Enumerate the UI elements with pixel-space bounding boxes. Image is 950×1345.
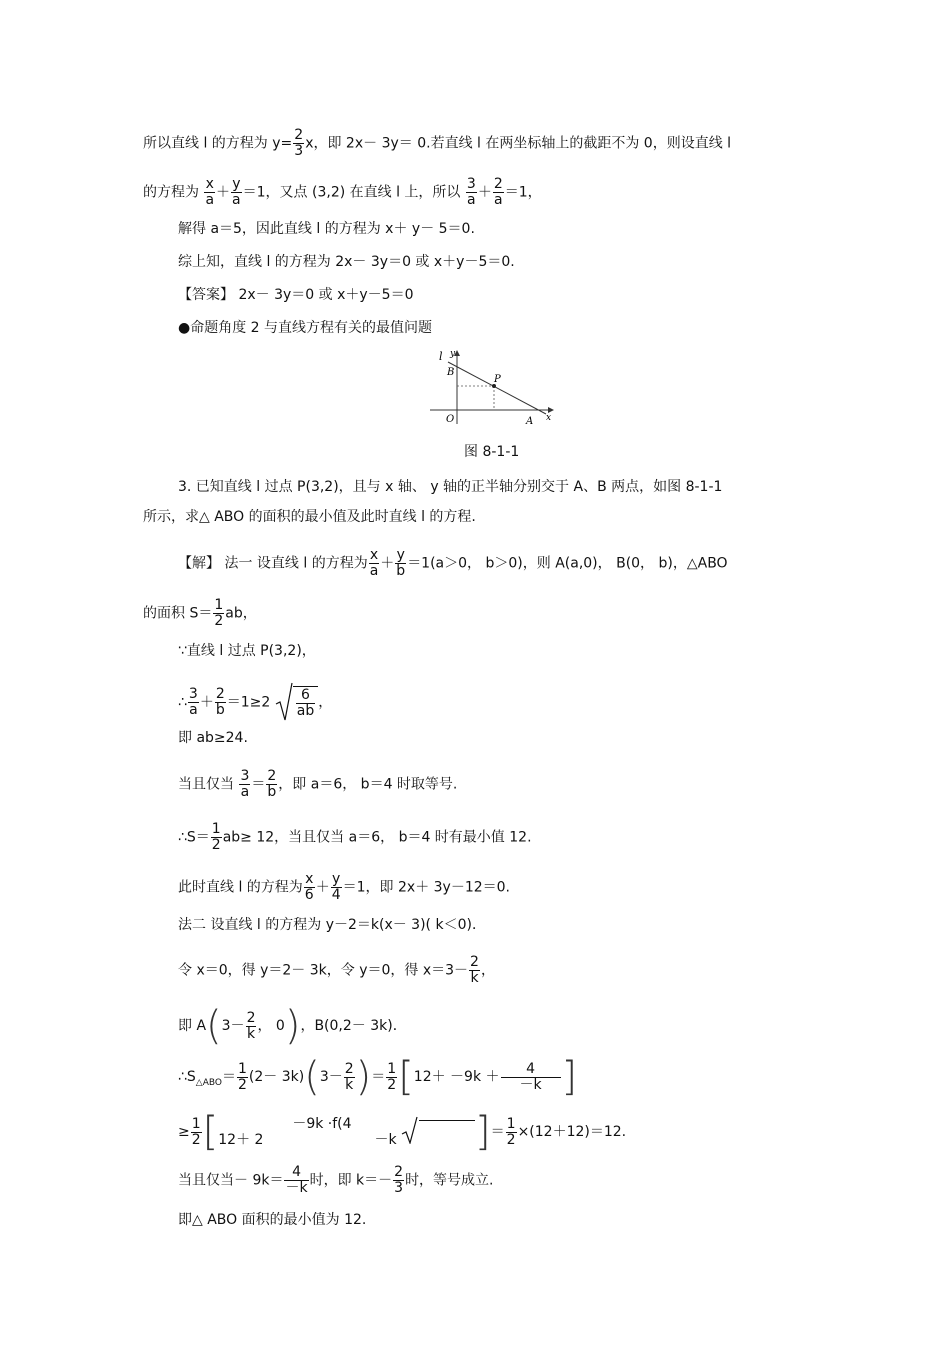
text: ＝ [490,1124,505,1140]
radical-sign-icon [275,682,293,722]
text: ＝ [221,1069,236,1085]
text: ＋ [315,879,330,896]
fraction: $\frac{x}{a}$ [369,547,379,579]
solution-line-5: 即 ab≥24. [178,730,248,746]
fraction: $\frac{2}{b}$ [215,686,225,718]
text: ∴ [178,694,187,711]
text: ＝1，即 2x＋ 3y－12＝0. [342,879,511,896]
text: ＝1，又点 (3,2) 在直线 l 上，所以 [242,184,461,201]
radical-sign-icon [401,1116,419,1144]
text: ∴S＝ [178,829,210,846]
paren: ( [206,1003,222,1049]
figure-caption: 图 8-1-1 [464,444,520,460]
paren: ) [284,1003,301,1049]
paren: ) [355,1054,372,1100]
text: ab≥ 12，当且仅当 a＝6， b＝4 时有最小值 12. [222,829,532,846]
solution-line-15: 即△ ABO 面积的最小值为 12. [178,1212,367,1228]
answer-line: 【答案】 2x－ 3y＝0 或 x＋y－5＝0 [178,287,414,303]
text: ，即 a＝6， b＝4 时取等号. [278,776,458,793]
fraction: $\frac{2}{b}$ [267,768,277,800]
solution-line-12 [178,1054,578,1100]
line-l [448,362,546,414]
subscript: △ABO [195,1077,222,1088]
fraction: $\frac{2}{k}$ [470,954,479,986]
square-root [401,1120,475,1144]
text: ab， [225,605,257,622]
fraction: $\frac{2}{k}$ [344,1060,354,1093]
text: ＝1， [504,184,542,201]
text: 3－ [221,1018,245,1034]
fraction: $\frac{1}{2}$ [211,821,221,853]
line-4: 综上知，直线 l 的方程为 2x－ 3y＝0 或 x＋y－5＝0. [178,254,515,270]
text: ＝ [371,1069,386,1085]
problem-line-1: 3. 已知直线 l 过点 P(3,2)，且与 x 轴、 y 轴的正半轴分别交于 A、B 两点，如图 8-1-1 [178,479,723,495]
solution-line-10 [178,955,495,986]
text: (2－ 3k) [248,1069,305,1085]
text: 所以直线 l 的方程为 y= [143,135,293,152]
label-P: P [494,374,501,385]
solution-line-6 [178,769,457,800]
fraction: $\frac{y}{4}$ [331,871,341,903]
label-y: y [450,349,456,359]
text: 当且仅当－ 9k＝ [178,1172,284,1189]
bracket: [ [398,1054,414,1100]
bracket: ] [561,1054,578,1100]
fraction: $\frac{4}{-k}$ [501,1062,561,1093]
fraction: $\frac{3}{a}$ [188,686,198,718]
solution-line-4 [178,686,332,719]
fraction: $\frac{2}{3}$ [294,127,304,159]
text: ，B(0,2－ 3k)． [300,1018,407,1034]
solution-line-11 [178,1003,407,1049]
fraction: $\frac{1}{2}$ [191,1115,201,1148]
text: ×(12＋12)＝12. [517,1124,627,1140]
text: 时，等号成立. [405,1172,494,1189]
text: －9k ·f(4 [292,1116,352,1132]
label-x: x [546,413,552,423]
section-heading: ●命题角度 2 与直线方程有关的最值问题 [178,320,433,336]
fraction: $\frac{3}{a}$ [240,768,250,800]
text: 【解】 法一 设直线 l 的方程为 [178,555,368,572]
text: ， [318,694,333,711]
text: 12＋ 2 [218,1132,264,1148]
problem-line-2: 所示，求△ ABO 的面积的最小值及此时直线 l 的方程. [143,509,476,525]
fraction: $\frac{y}{b}$ [396,547,406,579]
solution-line-14 [178,1165,494,1196]
fraction: $\frac{2}{k}$ [246,1009,256,1042]
figure-8-1-1 [428,348,558,428]
text: 即 A [178,1018,207,1034]
fraction: $\frac{x}{6}$ [304,871,314,903]
fraction: $\frac{x}{a}$ [205,176,215,208]
solution-line-3: ∵直线 l 过点 P(3,2)， [178,643,316,659]
solution-line-8 [178,872,510,903]
label-B: B [447,367,455,378]
line-3: 解得 a＝5，因此直线 l 的方程为 x＋ y－ 5＝0. [178,221,475,237]
text: 此时直线 l 的方程为 [178,879,303,896]
fraction: $\frac{1}{2}$ [237,1060,247,1093]
text: ＋ [216,184,231,201]
text: 3－ [319,1069,343,1085]
text: ≥ [178,1124,190,1140]
text: ＝1(a＞0， b＞0)，则 A(a,0)， B(0， b)，△ABO [407,555,728,572]
text: ∴S [178,1069,196,1085]
text: x，即 2x－ 3y＝ 0.若直线 l 在两坐标轴上的截距不为 0，则设直线 l [305,135,732,152]
bracket: [ [202,1109,219,1155]
text: ， [480,962,495,979]
fraction: $\frac{y}{a}$ [232,176,241,208]
text: ＝ [251,776,266,793]
label-l: l [439,350,443,363]
fraction: $\frac{2}{a}$ [493,176,503,208]
solution-line-2 [143,598,257,629]
text: －k [374,1132,397,1148]
bracket: ] [475,1109,491,1155]
text: 令 x＝0，得 y＝2－ 3k，令 y＝0，得 x＝3－ [178,962,469,979]
text: 时，即 k＝－ [309,1172,393,1189]
line-1 [143,128,731,159]
text: ＋ [380,555,395,572]
solution-line-9: 法二 设直线 l 的方程为 y－2＝k(x－ 3)( k＜0)． [178,917,486,933]
text: 的面积 S＝ [143,605,213,622]
text: ＋ [199,694,214,711]
fraction: $\frac{1}{2}$ [214,597,224,629]
solution-line-1 [178,548,728,579]
square-root: $\frac{6}{ab}$ [275,686,318,719]
line-2 [143,177,542,208]
text: 12＋ －9k ＋ [413,1069,500,1085]
text: ＝1≥2 [226,694,271,711]
text: 的方程为 [143,184,199,201]
fraction: $\frac{1}{2}$ [387,1060,397,1093]
text: 当且仅当 [178,776,239,793]
fraction: $\frac{4}{-k}$ [285,1164,308,1196]
text: ＋ [477,184,492,201]
solution-line-7 [178,822,532,853]
paren: ( [304,1054,320,1100]
fraction: $\frac{2}{3}$ [394,1164,404,1196]
fraction: $\frac{1}{2}$ [506,1115,516,1148]
solution-line-13 [178,1109,627,1155]
label-O: O [446,414,455,425]
fraction: $\frac{3}{a}$ [466,176,476,208]
label-A: A [526,416,534,427]
text: ， 0 [257,1018,285,1034]
